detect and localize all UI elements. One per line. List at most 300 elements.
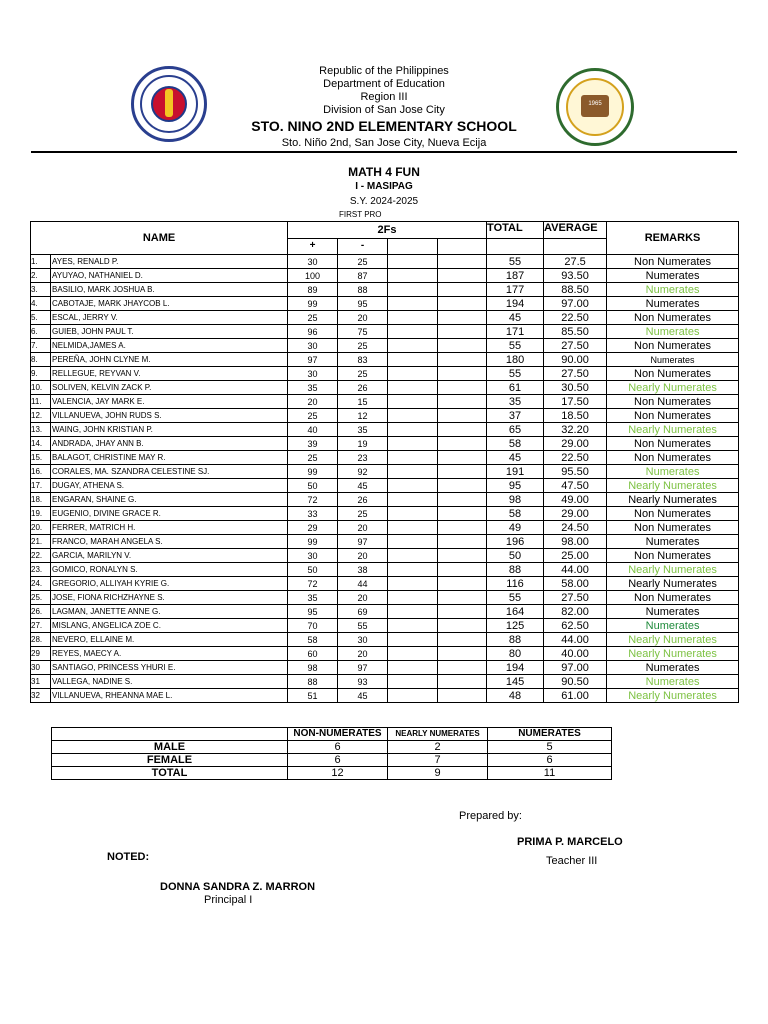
score-plus: 30 [288, 367, 338, 381]
noted-label: NOTED: [107, 851, 150, 863]
student-rows [31, 255, 739, 703]
table-row [31, 451, 739, 465]
score-minus: 35 [338, 423, 388, 437]
remarks: Non Numerates [607, 409, 739, 423]
score-plus: 50 [288, 479, 338, 493]
blank-cell [388, 647, 438, 661]
score-plus: 100 [288, 269, 338, 283]
student-name: VILLANUEVA, JOHN RUDS S. [51, 409, 288, 423]
table-row [31, 297, 739, 311]
average-score: 18.50 [544, 409, 607, 423]
remarks: Nearly Numerates [607, 423, 739, 437]
principal-name: DONNA SANDRA Z. MARRON [160, 881, 316, 893]
row-number: 3. [31, 283, 51, 297]
col-total-header: TOTAL [487, 222, 544, 239]
row-number: 6. [31, 325, 51, 339]
score-minus: 44 [338, 577, 388, 591]
table-row [31, 325, 739, 339]
row-number: 21. [31, 535, 51, 549]
average-score: 44.00 [544, 633, 607, 647]
score-minus: 20 [338, 549, 388, 563]
table-row [31, 395, 739, 409]
score-minus: 87 [338, 269, 388, 283]
blank-cell [438, 339, 487, 353]
table-row [31, 283, 739, 297]
score-plus: 58 [288, 633, 338, 647]
summary-cell: 12 [288, 767, 388, 780]
blank-cell [438, 283, 487, 297]
blank-cell [388, 367, 438, 381]
total-score: 58 [487, 437, 544, 451]
average-score: 29.00 [544, 507, 607, 521]
score-minus: 55 [338, 619, 388, 633]
col-blank-header [487, 238, 544, 255]
average-score: 47.50 [544, 479, 607, 493]
remarks: Numerates [607, 353, 739, 367]
blank-cell [438, 675, 487, 689]
student-name: REYES, MAECY A. [51, 647, 288, 661]
blank-cell [438, 325, 487, 339]
row-number: 29 [31, 647, 51, 661]
score-plus: 39 [288, 437, 338, 451]
table-row [31, 423, 739, 437]
remarks: Numerates [607, 465, 739, 479]
average-score: 22.50 [544, 451, 607, 465]
average-score: 62.50 [544, 619, 607, 633]
remarks: Nearly Numerates [607, 493, 739, 507]
blank-cell [438, 633, 487, 647]
blank-cell [388, 675, 438, 689]
remarks: Numerates [607, 283, 739, 297]
table-row [31, 605, 739, 619]
blank-cell [438, 409, 487, 423]
blank-cell [388, 521, 438, 535]
remarks: Nearly Numerates [607, 381, 739, 395]
score-plus: 35 [288, 591, 338, 605]
blank-cell [438, 465, 487, 479]
score-plus: 50 [288, 563, 338, 577]
blank-cell [388, 423, 438, 437]
table-row [31, 367, 739, 381]
teacher-name: PRIMA P. MARCELO [517, 836, 623, 848]
student-name: GOMICO, RONALYN S. [51, 563, 288, 577]
blank-cell [388, 381, 438, 395]
score-minus: 20 [338, 311, 388, 325]
total-score: 164 [487, 605, 544, 619]
table-row [31, 465, 739, 479]
total-score: 50 [487, 549, 544, 563]
total-score: 125 [487, 619, 544, 633]
student-name: MISLANG, ANGELICA ZOE C. [51, 619, 288, 633]
average-score: 98.00 [544, 535, 607, 549]
remarks: Nearly Numerates [607, 647, 739, 661]
total-score: 194 [487, 297, 544, 311]
score-minus: 88 [338, 283, 388, 297]
col-blank-header [544, 238, 607, 255]
blank-cell [438, 507, 487, 521]
prepared-by-label: Prepared by: [459, 810, 522, 822]
summary-corner [52, 728, 288, 741]
student-name: GREGORIO, ALLIYAH KYRIE G. [51, 577, 288, 591]
total-score: 49 [487, 521, 544, 535]
blank-cell [438, 423, 487, 437]
average-score: 27.50 [544, 591, 607, 605]
score-plus: 72 [288, 577, 338, 591]
score-minus: 25 [338, 507, 388, 521]
school-seal-year: 1965 [588, 101, 602, 107]
blank-cell [388, 633, 438, 647]
score-plus: 96 [288, 325, 338, 339]
student-name: BALAGOT, CHRISTINE MAY R. [51, 451, 288, 465]
average-score: 29.00 [544, 437, 607, 451]
average-score: 90.50 [544, 675, 607, 689]
average-score: 25.00 [544, 549, 607, 563]
row-number: 28. [31, 633, 51, 647]
average-score: 93.50 [544, 269, 607, 283]
blank-cell [438, 563, 487, 577]
summary-label-male: MALE [52, 741, 288, 754]
score-minus: 95 [338, 297, 388, 311]
student-name: GUIEB, JOHN PAUL T. [51, 325, 288, 339]
blank-cell [438, 577, 487, 591]
blank-cell [438, 269, 487, 283]
remarks: Nearly Numerates [607, 689, 739, 703]
table-row [31, 255, 739, 269]
score-plus: 70 [288, 619, 338, 633]
row-number: 26. [31, 605, 51, 619]
average-score: 85.50 [544, 325, 607, 339]
period-label: FIRST PRO [339, 210, 382, 219]
total-score: 45 [487, 311, 544, 325]
score-plus: 35 [288, 381, 338, 395]
score-minus: 20 [338, 591, 388, 605]
student-name: ANDRADA, JHAY ANN B. [51, 437, 288, 451]
student-name: PEREÑA, JOHN CLYNE M. [51, 353, 288, 367]
student-name: VILLANUEVA, RHEANNA MAE L. [51, 689, 288, 703]
score-minus: 20 [338, 647, 388, 661]
summary-cell: 11 [488, 767, 612, 780]
row-number: 4. [31, 297, 51, 311]
table-row [31, 521, 739, 535]
score-minus: 97 [338, 661, 388, 675]
blank-cell [388, 493, 438, 507]
score-minus: 38 [338, 563, 388, 577]
score-plus: 51 [288, 689, 338, 703]
average-score: 49.00 [544, 493, 607, 507]
summary-cell: 6 [288, 741, 388, 754]
score-plus: 25 [288, 451, 338, 465]
total-score: 65 [487, 423, 544, 437]
student-name: SANTIAGO, PRINCESS YHURI E. [51, 661, 288, 675]
remarks: Non Numerates [607, 367, 739, 381]
blank-cell [388, 577, 438, 591]
blank-cell [388, 591, 438, 605]
blank-cell [388, 353, 438, 367]
blank-cell [438, 605, 487, 619]
blank-cell [438, 493, 487, 507]
total-score: 80 [487, 647, 544, 661]
average-score: 17.50 [544, 395, 607, 409]
blank-cell [388, 661, 438, 675]
score-plus: 99 [288, 465, 338, 479]
total-score: 194 [487, 661, 544, 675]
score-minus: 23 [338, 451, 388, 465]
total-score: 180 [487, 353, 544, 367]
summary-cell: 6 [288, 754, 388, 767]
col-remarks-header: REMARKS [607, 222, 739, 255]
student-name: VALENCIA, JAY MARK E. [51, 395, 288, 409]
score-minus: 25 [338, 339, 388, 353]
row-number: 14. [31, 437, 51, 451]
row-number: 20. [31, 521, 51, 535]
remarks: Non Numerates [607, 437, 739, 451]
blank-cell [388, 269, 438, 283]
student-name: FERRER, MATRICH H. [51, 521, 288, 535]
blank-cell [388, 311, 438, 325]
student-name: VALLEGA, NADINE S. [51, 675, 288, 689]
average-score: 90.00 [544, 353, 607, 367]
total-score: 191 [487, 465, 544, 479]
score-minus: 25 [338, 367, 388, 381]
student-name: LAGMAN, JANETTE ANNE G. [51, 605, 288, 619]
blank-cell [388, 339, 438, 353]
summary-header-non: NON-NUMERATES [288, 728, 388, 741]
table-row [31, 269, 739, 283]
blank-cell [388, 465, 438, 479]
blank-cell [388, 563, 438, 577]
remarks: Numerates [607, 675, 739, 689]
score-plus: 60 [288, 647, 338, 661]
blank-cell [438, 395, 487, 409]
blank-cell [438, 353, 487, 367]
student-name: NEVERO, ELLAINE M. [51, 633, 288, 647]
row-number: 5. [31, 311, 51, 325]
blank-cell [438, 647, 487, 661]
summary-cell: 2 [388, 741, 488, 754]
blank-cell [388, 549, 438, 563]
total-score: 98 [487, 493, 544, 507]
score-minus: 45 [338, 479, 388, 493]
col-plus-header: + [288, 238, 338, 255]
total-score: 37 [487, 409, 544, 423]
blank-cell [388, 619, 438, 633]
remarks: Numerates [607, 605, 739, 619]
total-score: 95 [487, 479, 544, 493]
student-name: ENGARAN, SHAINE G. [51, 493, 288, 507]
score-plus: 30 [288, 339, 338, 353]
student-name: FRANCO, MARAH ANGELA S. [51, 535, 288, 549]
table-row [31, 563, 739, 577]
row-number: 1. [31, 255, 51, 269]
table-row [31, 493, 739, 507]
blank-cell [438, 535, 487, 549]
remarks: Non Numerates [607, 549, 739, 563]
student-name: BASILIO, MARK JOSHUA B. [51, 283, 288, 297]
average-score: 97.00 [544, 661, 607, 675]
score-minus: 45 [338, 689, 388, 703]
score-minus: 69 [338, 605, 388, 619]
blank-cell [438, 381, 487, 395]
col-blank-header [388, 238, 438, 255]
student-name: SOLIVEN, KELVIN ZACK P. [51, 381, 288, 395]
total-score: 61 [487, 381, 544, 395]
average-score: 27.50 [544, 339, 607, 353]
col-2fs-header: 2Fs [288, 222, 487, 239]
remarks: Numerates [607, 325, 739, 339]
total-score: 55 [487, 367, 544, 381]
average-score: 30.50 [544, 381, 607, 395]
row-number: 13. [31, 423, 51, 437]
score-plus: 89 [288, 283, 338, 297]
student-name: CORALES, MA. SZANDRA CELESTINE SJ. [51, 465, 288, 479]
summary-label-total: TOTAL [52, 767, 288, 780]
blank-cell [388, 325, 438, 339]
score-plus: 88 [288, 675, 338, 689]
school-address: Sto. Niño 2nd, San Jose City, Nueva Ecija [281, 137, 487, 149]
school-name: STO. NINO 2ND ELEMENTARY SCHOOL [251, 118, 517, 134]
row-number: 11. [31, 395, 51, 409]
blank-cell [438, 255, 487, 269]
remarks: Non Numerates [607, 451, 739, 465]
score-minus: 25 [338, 255, 388, 269]
summary-cell: 6 [488, 754, 612, 767]
teacher-title: Teacher III [546, 855, 598, 867]
score-minus: 26 [338, 381, 388, 395]
school-year: S.Y. 2024-2025 [349, 196, 419, 207]
average-score: 32.20 [544, 423, 607, 437]
blank-cell [388, 451, 438, 465]
col-average-header: AVERAGE [544, 222, 607, 239]
score-plus: 97 [288, 353, 338, 367]
remarks: Numerates [607, 297, 739, 311]
average-score: 27.5 [544, 255, 607, 269]
score-plus: 30 [288, 549, 338, 563]
summary-cell: 5 [488, 741, 612, 754]
blank-cell [438, 661, 487, 675]
row-number: 32 [31, 689, 51, 703]
row-number: 2. [31, 269, 51, 283]
header-department: Department of Education [323, 78, 445, 90]
blank-cell [388, 395, 438, 409]
average-score: 40.00 [544, 647, 607, 661]
total-score: 55 [487, 339, 544, 353]
total-score: 116 [487, 577, 544, 591]
student-name: CABOTAJE, MARK JHAYCOB L. [51, 297, 288, 311]
remarks: Nearly Numerates [607, 563, 739, 577]
score-minus: 30 [338, 633, 388, 647]
total-score: 35 [487, 395, 544, 409]
blank-cell [438, 367, 487, 381]
table-row [31, 689, 739, 703]
student-name: JOSE, FIONA RICHZHAYNE S. [51, 591, 288, 605]
table-row [31, 661, 739, 675]
row-number: 27. [31, 619, 51, 633]
header-republic: Republic of the Philippines [319, 65, 449, 77]
blank-cell [438, 479, 487, 493]
col-minus-header: - [338, 238, 388, 255]
remarks: Non Numerates [607, 591, 739, 605]
average-score: 61.00 [544, 689, 607, 703]
blank-cell [388, 479, 438, 493]
col-name-header: NAME [31, 222, 288, 255]
table-row [31, 577, 739, 591]
score-plus: 98 [288, 661, 338, 675]
remarks: Nearly Numerates [607, 633, 739, 647]
score-minus: 20 [338, 521, 388, 535]
total-score: 88 [487, 633, 544, 647]
blank-cell [388, 507, 438, 521]
student-name: RELLEGUE, REYVAN V. [51, 367, 288, 381]
blank-cell [438, 619, 487, 633]
summary-table [51, 727, 612, 780]
remarks: Numerates [607, 619, 739, 633]
blank-cell [438, 521, 487, 535]
blank-cell [438, 451, 487, 465]
score-plus: 99 [288, 297, 338, 311]
blank-cell [388, 437, 438, 451]
row-number: 25. [31, 591, 51, 605]
header-division: Division of San Jose City [323, 104, 445, 116]
total-score: 55 [487, 591, 544, 605]
student-name: NELMIDA,JAMES A. [51, 339, 288, 353]
blank-cell [388, 255, 438, 269]
remarks: Non Numerates [607, 255, 739, 269]
total-score: 171 [487, 325, 544, 339]
score-plus: 95 [288, 605, 338, 619]
total-score: 196 [487, 535, 544, 549]
student-name: ESCAL, JERRY V. [51, 311, 288, 325]
table-row [31, 633, 739, 647]
score-plus: 33 [288, 507, 338, 521]
header-divider [31, 151, 737, 153]
average-score: 82.00 [544, 605, 607, 619]
total-score: 177 [487, 283, 544, 297]
score-minus: 19 [338, 437, 388, 451]
student-name: AYES, RENALD P. [51, 255, 288, 269]
row-number: 24. [31, 577, 51, 591]
summary-label-female: FEMALE [52, 754, 288, 767]
summary-header-numerates: NUMERATES [488, 728, 612, 741]
table-row [31, 437, 739, 451]
remarks: Numerates [607, 535, 739, 549]
remarks: Nearly Numerates [607, 479, 739, 493]
row-number: 31 [31, 675, 51, 689]
blank-cell [388, 283, 438, 297]
average-score: 88.50 [544, 283, 607, 297]
section-title: I - MASIPAG [355, 181, 413, 192]
header-region: Region III [360, 91, 408, 103]
student-table [30, 221, 739, 703]
score-minus: 75 [338, 325, 388, 339]
score-plus: 25 [288, 311, 338, 325]
remarks: Nearly Numerates [607, 577, 739, 591]
table-row [31, 591, 739, 605]
table-row [31, 311, 739, 325]
row-number: 7. [31, 339, 51, 353]
blank-cell [388, 689, 438, 703]
score-plus: 30 [288, 255, 338, 269]
score-plus: 29 [288, 521, 338, 535]
remarks: Non Numerates [607, 311, 739, 325]
blank-cell [438, 591, 487, 605]
student-name: GARCIA, MARILYN V. [51, 549, 288, 563]
blank-cell [388, 409, 438, 423]
row-number: 9. [31, 367, 51, 381]
remarks: Non Numerates [607, 339, 739, 353]
score-minus: 97 [338, 535, 388, 549]
table-row [31, 479, 739, 493]
average-score: 97.00 [544, 297, 607, 311]
